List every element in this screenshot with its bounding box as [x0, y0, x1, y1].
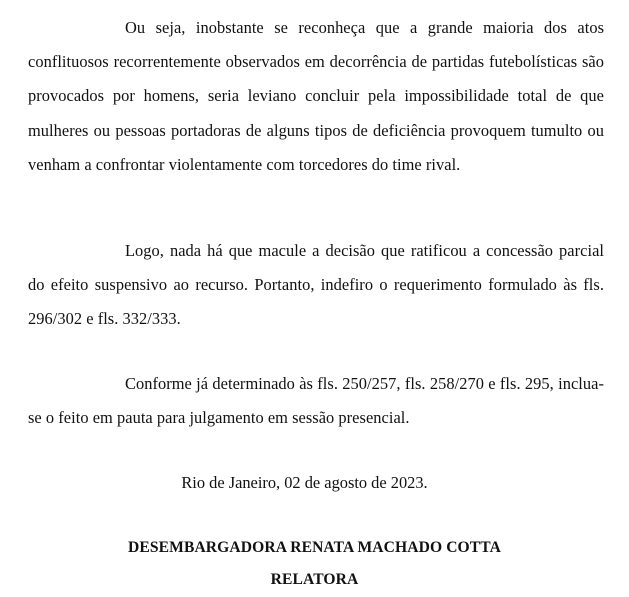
paragraph-decision: Logo, nada há que macule a decisão que ratificou a concessão parcial do efeito suspensivo ao recurso. Portanto, indefiro o requerimento formulado às fls. 296/302 e fls. 332/333. [28, 241, 604, 329]
signature-name: DESEMBARGADORA RENATA MACHADO COTTA [127, 539, 501, 556]
paragraph-scheduling: Conforme já determinado às fls. 250/257, fls. 258/270 e fls. 295, inclua-se o feito em pauta para julgamento em sessão presencial. [28, 374, 604, 428]
signature-role: RELATORA [270, 571, 359, 588]
date-line: Rio de Janeiro, 02 de agosto de 2023. [181, 473, 428, 492]
paragraph-reasoning: Ou seja, inobstante se reconheça que a grande maioria dos atos conflituosos recorrentemente observados em decorrência de partidas futebolísticas são provocados por homens, seria leviano concluir pela impossibilidade total de que mulheres ou pessoas portadoras de alguns tipos de deficiência provoquem tumulto ou venham a confrontar violentamente com torcedores do time rival. [28, 18, 604, 174]
